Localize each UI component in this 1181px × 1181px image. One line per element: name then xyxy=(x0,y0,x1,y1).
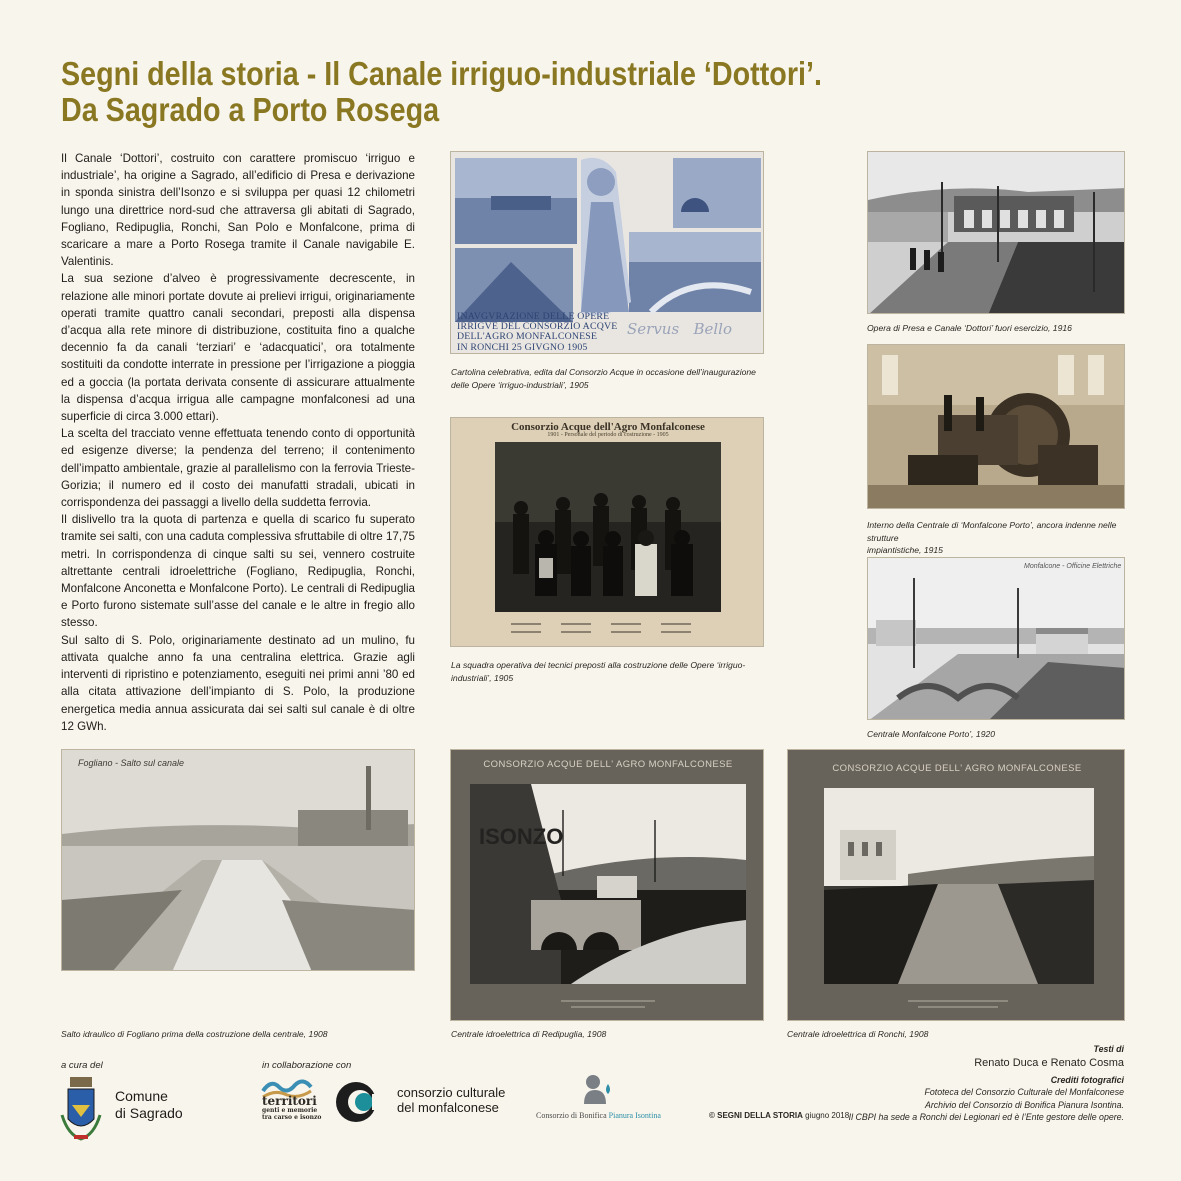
testi-label: Testi di xyxy=(1093,1044,1124,1054)
paragraph: Il dislivello tra la quota di partenza e quella di scarico fu superato tramite sei salti, con una caduta complessiva sfruttabile di oltre 17,75 metri. In corrispondenza di cinque salti su sei, vennero costruite altrettante centrali idroelettriche (Fogliano, Redipuglia, Ronchi, Monfalcone Anconetta e Monfalcone Porto). Le centrali di Redipuglia e Porto furono sistemate sull’asse del canale e le altre in fregio allo stesso. xyxy=(61,513,415,630)
team-photo xyxy=(450,417,764,647)
crediti-label: Crediti fotografici xyxy=(1050,1074,1124,1085)
porto-photo xyxy=(867,557,1125,720)
caption-line: impiantistiche, 1915 xyxy=(867,545,943,555)
paragraph: La sua sezione d’alveo è progressivamente decrescente, in relazione alle minori portate dovute ai prelievi irrigui, originariamente operati tramite quattro canali secondari, preposti alla dispensa d’acqua alla rete minore di distribuzione, costituita fino a qualche decennio fa da canali ‘terziari’ e ‘adacquatici’, ora totalmente sostituiti da condotte interrate in pressione per l’irrigazione a pioggia ed a goccia (la portata derivata consente di assicurare attualmente la dispensa d’acqua irrigua alle campagne monfalconesi ad una superficie di circa 3.000 ettari). xyxy=(61,272,415,424)
postcard-caption-print xyxy=(457,312,617,353)
isonzo-sign: ISONZO xyxy=(479,824,564,849)
comune-line-2: di Sagrado xyxy=(115,1105,183,1121)
bonifica-logo-icon xyxy=(582,1074,614,1108)
territori-name: territori xyxy=(262,1094,317,1108)
interno-caption xyxy=(867,519,1137,557)
caption-line: Cartolina celebrativa, edita dal Consorzio Acque in occasione dell’inaugurazione xyxy=(451,367,756,377)
crediti-line: Il CBPI ha sede a Ronchi dei Legionari ed è l’Ente gestore delle opere. xyxy=(848,1112,1124,1122)
redipuglia-photo xyxy=(450,749,764,1021)
caption-line: delle Opere ‘irriguo-industriali’, 1905 xyxy=(451,379,589,390)
paragraph: Il Canale ‘Dottori’, costruito con carattere promiscuo ‘irriguo e industriale’, ha origine a Sagrado, all’edificio di Presa e derivazione in sponda sinistra dell’Isonzo e si sviluppa per quasi 12 chilometri lungo una direttrice nord-sud che attraversa gli abitati di Sagrado, Fogliano, Redipuglia, Ronchi, San Polo e Monfalcone, prima di scaricare a mare a Porto Rosega tramite il Canale navigabile E. Valentinis. xyxy=(61,152,415,269)
caption-line: Interno della Centrale di ‘Monfalcone Porto’, ancora indenne nelle strutture xyxy=(867,520,1117,543)
comune-name xyxy=(115,1088,183,1122)
consorzio-culturale-text xyxy=(397,1085,505,1115)
postcard-line: DELL'AGRO MONFALCONESE xyxy=(457,331,598,343)
territori-logo-text xyxy=(262,1096,321,1121)
crediti-line: Fototeca del Consorzio Culturale del Monfalconese xyxy=(924,1087,1124,1097)
postcard-signature: Servus Bello xyxy=(627,320,732,338)
ronchi-photo xyxy=(787,749,1125,1021)
team-photo-header: Consorzio Acque dell'Agro Monfalconese xyxy=(511,421,705,433)
team-photo-subheader: 1901 - Personale del periodo di costruzione - 1905 xyxy=(547,432,669,438)
testi-authors: Renato Duca e Renato Cosma xyxy=(974,1056,1124,1069)
postcard-photo xyxy=(450,151,764,354)
body-text xyxy=(61,150,415,735)
redipuglia-header: CONSORZIO ACQUE DELL' AGRO MONFALCONESE xyxy=(483,759,733,770)
postcard-caption xyxy=(451,366,771,391)
copyright-label: © SEGNI DELLA STORIA xyxy=(709,1111,803,1120)
fogliano-stamp: Fogliano - Salto sul canale xyxy=(78,758,185,768)
title-line-2: Da Sagrado a Porto Rosega xyxy=(61,91,440,128)
crediti-line: Archivio del Consorzio di Bonifica Pianura Isontina. xyxy=(924,1099,1124,1110)
postcard-line: IN RONCHI 25 GIVGNO 1905 xyxy=(457,341,588,353)
ronchi-caption: Centrale idroelettrica di Ronchi, 1908 xyxy=(787,1029,929,1039)
presa-caption: Opera di Presa e Canale ‘Dottori’ fuori esercizio, 1916 xyxy=(867,323,1072,333)
porto-caption: Centrale Monfalcone Porto’, 1920 xyxy=(867,729,996,739)
territori-sub: genti e memorie xyxy=(262,1107,318,1114)
a-cura-del-label: a cura del xyxy=(61,1060,103,1071)
postcard-line: IRRIGVE DEL CONSORZIO ACQVE xyxy=(457,321,618,333)
paragraph: Sul salto di S. Polo, originariamente destinato ad un mulino, fu attivata qualche anno fa una centralina elettrica. Grazie agli interventi di ripristino e potenziamento, eseguiti nei primi anni ’80 ed alla citata attivazione dell’impianto di S. Polo, la produzione energetica media annua assicurata dai sei salti sul canale è di oltre 12 GWh. xyxy=(61,633,415,733)
ronchi-header: CONSORZIO ACQUE DELL' AGRO MONFALCONESE xyxy=(832,763,1082,774)
bonifica-logo-text xyxy=(536,1111,661,1120)
bonifica-name: Pianura Isontina xyxy=(608,1111,661,1120)
porto-stamp: Monfalcone - Officine Elettriche xyxy=(1024,563,1122,570)
bonifica-prefix: Consorzio di Bonifica xyxy=(536,1111,607,1120)
sagrado-coat-of-arms xyxy=(58,1075,104,1145)
consorzio-culturale-logo-icon xyxy=(334,1080,388,1124)
fogliano-caption: Salto idraulico di Fogliano prima della costruzione della centrale, 1908 xyxy=(61,1029,328,1039)
title-line-1: Segni della storia - Il Canale irriguo-industriale ‘Dottori’. xyxy=(61,55,822,92)
consorzio-line: del monfalconese xyxy=(397,1100,499,1115)
territori-sub: tra carso e isonzo xyxy=(262,1114,322,1121)
team-caption: La squadra operativa dei tecnici preposti alla costruzione delle Opere ‘irriguo-industriali’, 1905 xyxy=(451,660,746,683)
credits-block xyxy=(800,1043,1124,1124)
copyright-date: giugno 2018 xyxy=(805,1111,850,1120)
comune-line-1: Comune xyxy=(115,1088,168,1104)
paragraph: La scelta del tracciato venne effettuata tenendo conto di opportunità ed esigenze diverse; la pendenza del terreno; il contenimento dell’impatto ambientale, grazie al parallelismo con la ferrovia Trieste-Gorizia; il numero ed il costo dei manufatti stradali, ubicati in corrispondenza dei passaggi a livello della suddetta ferrovia. xyxy=(61,427,415,510)
collaborazione-label: in collaborazione con xyxy=(262,1060,352,1071)
redipuglia-caption: Centrale idroelettrica di Redipuglia, 1908 xyxy=(451,1029,607,1039)
fogliano-photo xyxy=(61,749,415,971)
interno-photo xyxy=(867,344,1125,509)
page-title xyxy=(61,56,992,128)
presa-photo xyxy=(867,151,1125,314)
consorzio-line: consorzio culturale xyxy=(397,1085,506,1100)
postcard-line: INAVGVRAZIONE DELLE OPERE xyxy=(457,311,610,322)
